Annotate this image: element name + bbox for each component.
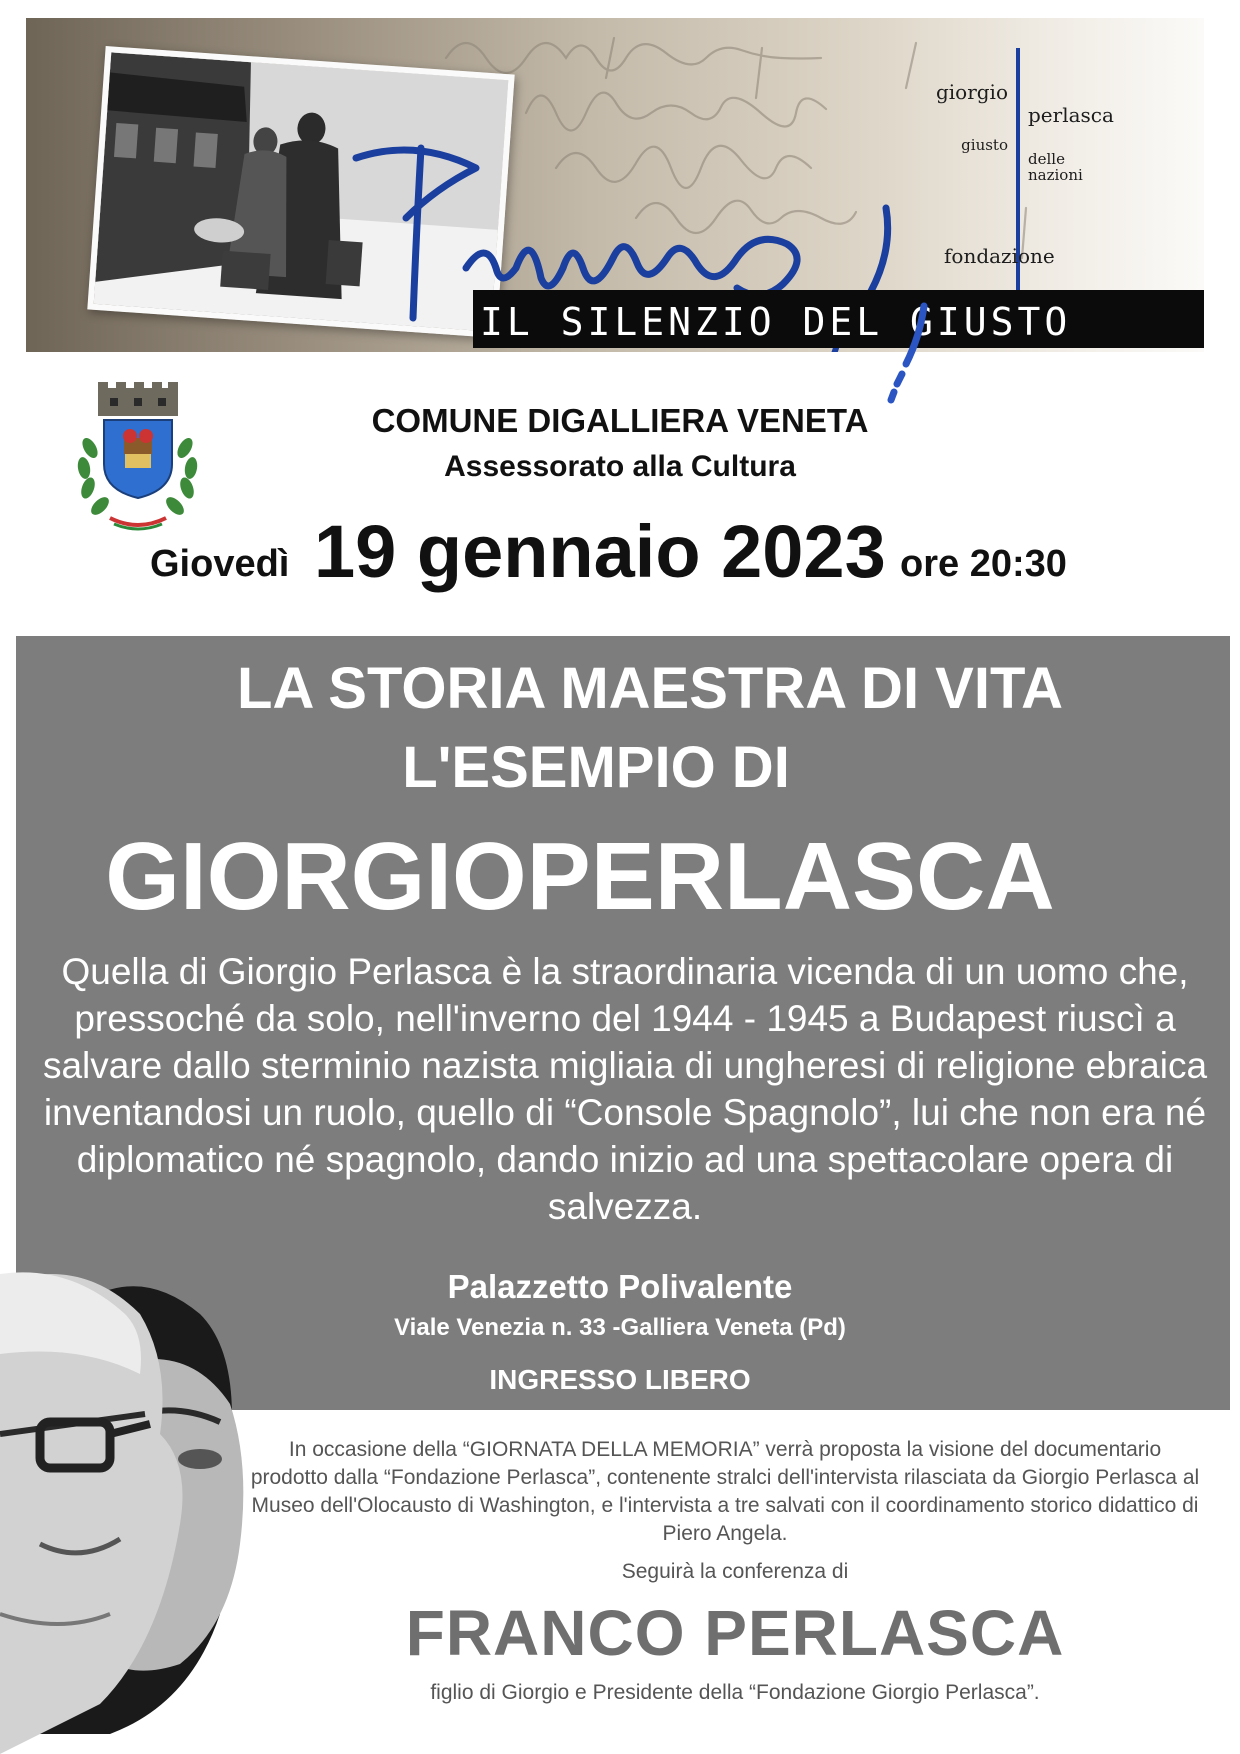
foundation-fondazione: fondazione (944, 244, 1055, 268)
foundation-giorgio: giorgio (935, 80, 1008, 104)
headline-line-1: LA STORIA MAESTRA DI VITA (237, 656, 1063, 721)
event-time: ore 20:30 (900, 543, 1067, 585)
foundation-perlasca: perlasca (1028, 103, 1114, 127)
comune-name: COMUNE DIGALLIERA VENETA (371, 402, 869, 439)
memoria-description: In occasione della “GIORNATA DELLA MEMORIA” verrà proposta la visione del documentario prodotto dalla “Fondazione Perlasca”, contenente stralci dell'intervista rilasciata da Giorgio Perlasca al Museo dell'Olocausto di Washington, e l'intervista a tre salvati con il coordinamento storico didattico di Piero Angela. (250, 1438, 1200, 1545)
conference-intro: Seguirà la conferenza di (621, 1560, 849, 1583)
banner-title: IL SILENZIO DEL GIUSTO (480, 300, 1072, 344)
foundation-nazioni: nazioni (1028, 166, 1083, 184)
venue-address: Viale Venezia n. 33 -Galliera Veneta (Pd) (394, 1314, 846, 1341)
foundation-giusto: giusto (961, 136, 1008, 154)
event-day: 19 gennaio 2023 (314, 510, 886, 593)
speaker-description: figlio di Giorgio e Presidente della “Fondazione Giorgio Perlasca”. (430, 1681, 1040, 1704)
speaker-name: FRANCO PERLASCA (405, 1597, 1065, 1669)
venue-name: Palazzetto Polivalente (447, 1268, 793, 1305)
headline-name: GIORGIOPERLASCA (105, 823, 1055, 930)
foundation-delle: delle (1028, 150, 1065, 168)
signature-tail (880, 300, 940, 410)
event-description: Quella di Giorgio Perlasca è la straordinaria vicenda di un uomo che, pressoché da solo, nell'inverno del 1944 - 1945 a Budapest riuscì a salvare dallo sterminio nazista migliaia di ungheresi di religione ebraica inventandosi un ruolo, quello di “Console Spagnolo”, lui che non era né diplomatico né spagnolo, dando inizio ad una spettacolare opera di salvezza. (42, 951, 1208, 1227)
free-entry: INGRESSO LIBERO (489, 1364, 751, 1395)
headline-line-2: L'ESEMPIO DI (402, 735, 790, 800)
event-weekday: Giovedì (150, 543, 290, 585)
event-date (0, 506, 1240, 596)
assessorato: Assessorato alla Cultura (444, 450, 796, 483)
